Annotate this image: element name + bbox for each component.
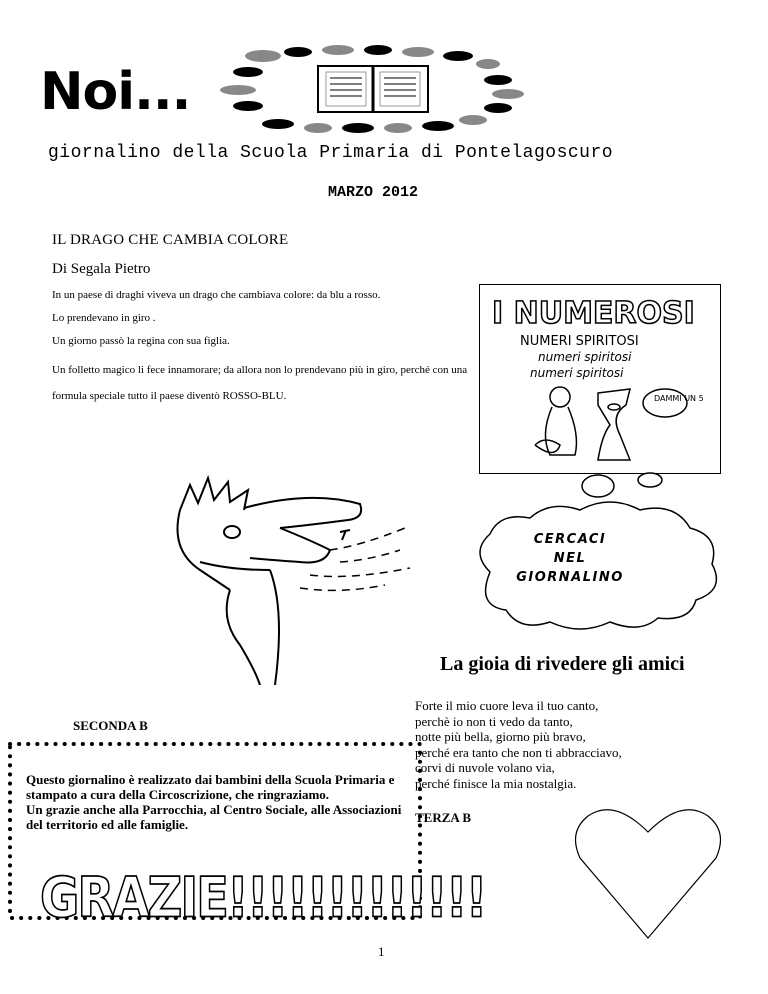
newsletter-logo: Noi... [40,62,191,122]
cloud-text: CERCACI NEL GIORNALINO [516,532,624,585]
page-number: 1 [378,944,385,959]
story-section [52,232,472,418]
numerosi-box [479,284,721,474]
grazie-banner: GRAZIE!!!!!!!!!!!!! [40,866,486,931]
numerosi-line-2: numeri spiritosi [538,350,632,364]
poem-line: perché finisce la mia nostalgia. [415,775,577,791]
poem-line: Forte il mio cuore leva il tuo canto, [415,698,599,713]
poem-line: perché era tanto che non ti abbracciavo, [415,744,622,760]
poem-class-label: TERZA B [415,810,471,825]
story-line: In un paese di draghi viveva un drago che cambiava colore: da blu a rosso. [52,289,381,301]
issue-date: MARZO 2012 [328,184,419,201]
numerosi-title: I NUMEROSI [492,296,695,331]
poem-body [415,698,622,791]
newsletter-subtitle: giornalino della Scuola Primaria di Pontelagoscuro [48,143,614,163]
story-author: Di Segala Pietro [52,261,151,277]
poem-line: perchè io non ti vedo da tanto, [415,713,573,729]
story-line: Lo prendevano in giro . [52,312,156,324]
poem-title: La gioia di rivedere gli amici [440,653,685,675]
poem-line: notte più bella, giorno più bravo, [415,729,586,744]
credits-text: Questo giornalino è realizzato dai bambini della Scuola Primaria e stampato a cura della Circoscrizione, che ringraziamo. Un grazie anche alla Parrocchia, al Centro Sociale, alle Associazioni del territorio ed alle famiglie. [26,772,402,832]
drawing-class-label: SECONDA B [73,718,148,733]
book-logo-icon [218,44,528,134]
story-line: Un giorno passò la regina con sua figlia. [52,335,230,347]
heart-icon [574,802,722,942]
story-line: Un folletto magico li fece innamorare; da allora non lo prendevano più in giro, perché con una formula speciale tutto il paese diventò ROSSO-BLU. [52,364,468,402]
numerosi-line-3: numeri spiritosi [530,366,624,380]
numerosi-line-1: NUMERI SPIRITOSI [520,334,639,349]
dragon-drawing [160,470,430,685]
speech-bubble-text: DAMMI UN 5 [654,394,704,403]
story-title: IL DRAGO CHE CAMBIA COLORE [52,232,289,248]
numerosi-drawing [480,285,720,473]
poem-line: corvi di nuvole volano via, [415,760,555,775]
